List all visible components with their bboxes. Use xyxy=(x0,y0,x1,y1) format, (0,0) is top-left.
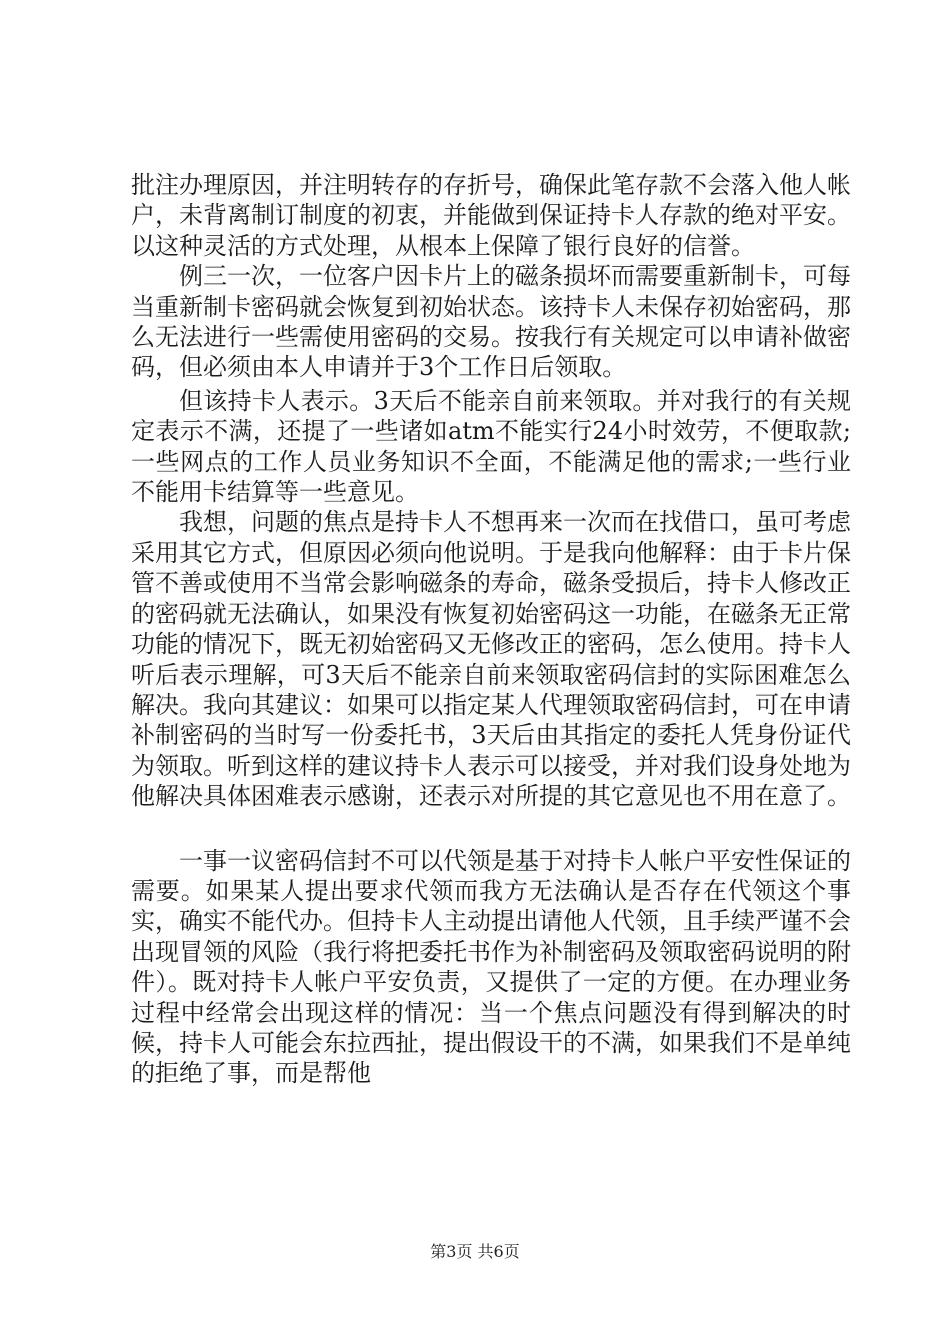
paragraph-example-three: 例三一次，一位客户因卡片上的磁条损坏而需要重新制卡，可每当重新制卡密码就会恢复到初始状态。该持卡人未保存初始密码，那么无法进行一些需使用密码的交易。按我行有关规定可以申请补做密码，但必须由本人申请并于3个工作日后领取。 xyxy=(131,262,851,382)
document-body xyxy=(131,170,851,1089)
paragraph-case-by-case: 一事一议密码信封不可以代领是基于对持卡人帐户平安性保证的需要。如果某人提出要求代领而我方无法确认是否存在代领这个事实，确实不能代办。但持卡人主动提出请他人代领，且手续严谨不会出现冒领的风险（我行将把委托书作为补制密码及领取密码说明的附件）。既对持卡人帐户平安负责，又提供了一定的方便。在办理业务过程中经常会出现这样的情况：当一个焦点问题没有得到解决的时候，持卡人可能会东拉西扯，提出假设干的不满，如果我们不是单纯的拒绝了事，而是帮他 xyxy=(131,846,851,1088)
paragraph-continuation: 批注办理原因，并注明转存的存折号，确保此笔存款不会落入他人帐户，未背离制订制度的初衷，并能做到保证持卡人存款的绝对平安。以这种灵活的方式处理，从根本上保障了银行良好的信誉。 xyxy=(131,171,851,260)
paragraph-explanation: 我想，问题的焦点是持卡人不想再来一次而在找借口，虽可考虑采用其它方式，但原因必须向他说明。于是我向他解释：由于卡片保管不善或使用不当常会影响磁条的寿命，磁条受损后，持卡人修改正的密码就无法确认，如果没有恢复初始密码这一功能，在磁条无正常功能的情况下，既无初始密码又无修改正的密码，怎么使用。持卡人听后表示理解，可3天后不能亲自前来领取密码信封的实际困难怎么解决。我向其建议：如果可以指定某人代理领取密码信封，可在申请补制密码的当时写一份委托书，3天后由其指定的委托人凭身份证代为领取。听到这样的建议持卡人表示可以接受，并对我们设身处地为他解决具体困难表示感谢，还表示对所提的其它意见也不用在意了。 xyxy=(131,508,851,811)
paragraph-cardholder-complaint: 但该持卡人表示。3天后不能亲自前来领取。并对我行的有关规定表示不满，还提了一些诸如atm不能实行24小时效劳，不便取款;一些网点的工作人员业务知识不全面，不能满足他的需求;一些行业不能用卡结算等一些意见。 xyxy=(131,386,851,507)
page-number-label: 第3页 共6页 xyxy=(430,1242,520,1261)
page-footer xyxy=(0,1242,950,1262)
